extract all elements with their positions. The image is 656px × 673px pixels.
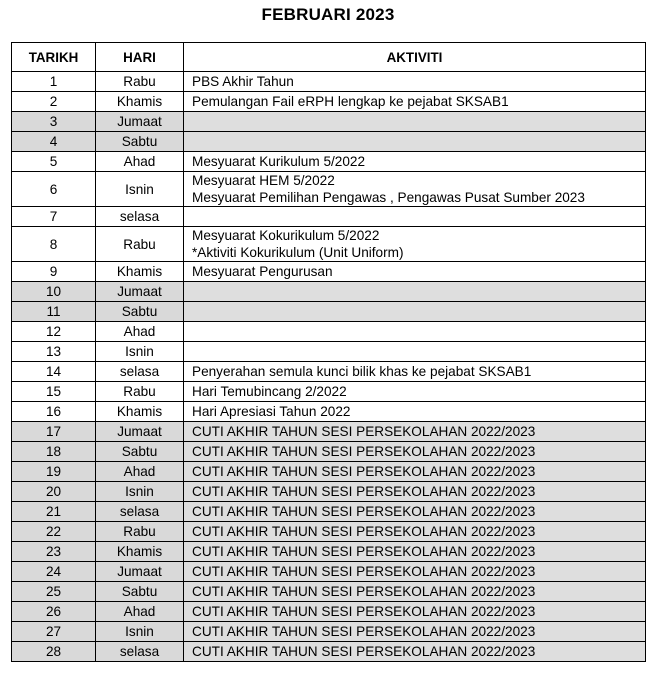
cell-tarikh: 15: [12, 382, 96, 402]
aktiviti-text: Mesyuarat Kurikulum 5/2022: [192, 154, 366, 169]
aktiviti-text: Penyerahan semula kunci bilik khas ke pejabat SKSAB1: [192, 364, 532, 379]
table-row: [12, 72, 646, 92]
cell-tarikh: 24: [12, 562, 96, 582]
cell-tarikh: 4: [12, 132, 96, 152]
aktiviti-text: *Aktiviti Kokurikulum (Unit Uniform): [192, 245, 404, 260]
cell-aktiviti: [184, 582, 646, 602]
table-row: [12, 522, 646, 542]
table-row: [12, 342, 646, 362]
cell-aktiviti: [184, 402, 646, 422]
cell-aktiviti: [184, 207, 646, 227]
cell-tarikh: 7: [12, 207, 96, 227]
header-aktiviti: AKTIVITI: [184, 43, 646, 72]
table-row: [12, 502, 646, 522]
cell-aktiviti: [184, 442, 646, 462]
aktiviti-text: Pemulangan Fail eRPH lengkap ke pejabat SKSAB1: [192, 94, 509, 109]
table-row: [12, 92, 646, 112]
table-row: [12, 602, 646, 622]
table-row: [12, 622, 646, 642]
cell-hari: Ahad: [96, 602, 184, 622]
table-row: [12, 442, 646, 462]
cell-tarikh: 9: [12, 262, 96, 282]
table-row: [12, 462, 646, 482]
cell-tarikh: 18: [12, 442, 96, 462]
cell-hari: Isnin: [96, 622, 184, 642]
table-row: [12, 152, 646, 172]
cell-tarikh: 17: [12, 422, 96, 442]
cell-tarikh: 22: [12, 522, 96, 542]
cell-hari: Jumaat: [96, 112, 184, 132]
cell-tarikh: 19: [12, 462, 96, 482]
cell-tarikh: 10: [12, 282, 96, 302]
table-row: [12, 422, 646, 442]
cell-tarikh: 2: [12, 92, 96, 112]
cell-hari: Khamis: [96, 92, 184, 112]
cell-hari: Rabu: [96, 382, 184, 402]
cell-hari: selasa: [96, 502, 184, 522]
table-row: [12, 262, 646, 282]
table-row: [12, 172, 646, 207]
cell-hari: Jumaat: [96, 422, 184, 442]
aktiviti-text: CUTI AKHIR TAHUN SESI PERSEKOLAHAN 2022/2023: [192, 484, 536, 499]
aktiviti-text: PBS Akhir Tahun: [192, 74, 294, 89]
cell-aktiviti: [184, 362, 646, 382]
table-row: [12, 322, 646, 342]
cell-hari: Khamis: [96, 262, 184, 282]
cell-tarikh: 20: [12, 482, 96, 502]
cell-aktiviti: [184, 152, 646, 172]
table-row: [12, 112, 646, 132]
cell-tarikh: 3: [12, 112, 96, 132]
cell-tarikh: 1: [12, 72, 96, 92]
cell-aktiviti: [184, 302, 646, 322]
aktiviti-text: CUTI AKHIR TAHUN SESI PERSEKOLAHAN 2022/2023: [192, 444, 536, 459]
cell-tarikh: 13: [12, 342, 96, 362]
cell-hari: selasa: [96, 642, 184, 662]
aktiviti-text: CUTI AKHIR TAHUN SESI PERSEKOLAHAN 2022/2023: [192, 524, 536, 539]
cell-hari: Ahad: [96, 322, 184, 342]
cell-tarikh: 28: [12, 642, 96, 662]
cell-tarikh: 6: [12, 172, 96, 207]
cell-aktiviti: [184, 422, 646, 442]
aktiviti-text: CUTI AKHIR TAHUN SESI PERSEKOLAHAN 2022/2023: [192, 504, 536, 519]
cell-hari: Ahad: [96, 462, 184, 482]
cell-hari: selasa: [96, 362, 184, 382]
cell-aktiviti: [184, 382, 646, 402]
cell-hari: Sabtu: [96, 442, 184, 462]
cell-tarikh: 23: [12, 542, 96, 562]
cell-aktiviti: [184, 602, 646, 622]
table-row: [12, 402, 646, 422]
cell-aktiviti: [184, 622, 646, 642]
cell-aktiviti: [184, 282, 646, 302]
aktiviti-text: CUTI AKHIR TAHUN SESI PERSEKOLAHAN 2022/2023: [192, 544, 536, 559]
cell-tarikh: 8: [12, 227, 96, 262]
aktiviti-text: CUTI AKHIR TAHUN SESI PERSEKOLAHAN 2022/2023: [192, 644, 536, 659]
table-row: [12, 542, 646, 562]
table-row: [12, 642, 646, 662]
cell-aktiviti: [184, 172, 646, 207]
aktiviti-text: Mesyuarat Kokurikulum 5/2022: [192, 228, 380, 243]
cell-hari: Isnin: [96, 172, 184, 207]
cell-aktiviti: [184, 342, 646, 362]
aktiviti-text: Mesyuarat HEM 5/2022: [192, 173, 335, 188]
aktiviti-text: Hari Apresiasi Tahun 2022: [192, 404, 351, 419]
cell-hari: Sabtu: [96, 302, 184, 322]
page-title: FEBRUARI 2023: [261, 5, 395, 24]
aktiviti-text: CUTI AKHIR TAHUN SESI PERSEKOLAHAN 2022/2023: [192, 584, 536, 599]
table-row: [12, 562, 646, 582]
table-row: [12, 582, 646, 602]
cell-tarikh: 16: [12, 402, 96, 422]
header-tarikh: TARIKH: [12, 43, 96, 72]
cell-hari: selasa: [96, 207, 184, 227]
cell-hari: Isnin: [96, 482, 184, 502]
cell-aktiviti: [184, 322, 646, 342]
cell-aktiviti: [184, 502, 646, 522]
cell-aktiviti: [184, 132, 646, 152]
table-row: [12, 362, 646, 382]
table-row: [12, 302, 646, 322]
table-row: [12, 132, 646, 152]
cell-tarikh: 25: [12, 582, 96, 602]
table-row: [12, 207, 646, 227]
cell-aktiviti: [184, 542, 646, 562]
aktiviti-text: CUTI AKHIR TAHUN SESI PERSEKOLAHAN 2022/2023: [192, 624, 536, 639]
cell-tarikh: 5: [12, 152, 96, 172]
cell-tarikh: 14: [12, 362, 96, 382]
cell-tarikh: 11: [12, 302, 96, 322]
aktiviti-text: Hari Temubincang 2/2022: [192, 384, 347, 399]
cell-tarikh: 12: [12, 322, 96, 342]
cell-hari: Ahad: [96, 152, 184, 172]
cell-aktiviti: [184, 72, 646, 92]
cell-hari: Khamis: [96, 402, 184, 422]
table-row: [12, 282, 646, 302]
cell-aktiviti: [184, 92, 646, 112]
cell-hari: Khamis: [96, 542, 184, 562]
aktiviti-text: CUTI AKHIR TAHUN SESI PERSEKOLAHAN 2022/2023: [192, 604, 536, 619]
table-body: [12, 72, 646, 662]
cell-aktiviti: [184, 482, 646, 502]
schedule-table: [11, 42, 646, 662]
cell-hari: Isnin: [96, 342, 184, 362]
cell-aktiviti: [184, 522, 646, 542]
table-row: [12, 482, 646, 502]
cell-hari: Rabu: [96, 522, 184, 542]
cell-tarikh: 21: [12, 502, 96, 522]
table-row: [12, 382, 646, 402]
header-hari: HARI: [96, 43, 184, 72]
cell-tarikh: 26: [12, 602, 96, 622]
cell-aktiviti: [184, 262, 646, 282]
cell-aktiviti: [184, 227, 646, 262]
cell-aktiviti: [184, 562, 646, 582]
table-header: [12, 43, 646, 72]
aktiviti-text: CUTI AKHIR TAHUN SESI PERSEKOLAHAN 2022/2023: [192, 564, 536, 579]
cell-aktiviti: [184, 642, 646, 662]
cell-hari: Rabu: [96, 72, 184, 92]
aktiviti-text: CUTI AKHIR TAHUN SESI PERSEKOLAHAN 2022/2023: [192, 424, 536, 439]
table-row: [12, 227, 646, 262]
cell-hari: Jumaat: [96, 562, 184, 582]
cell-hari: Sabtu: [96, 132, 184, 152]
cell-aktiviti: [184, 462, 646, 482]
cell-aktiviti: [184, 112, 646, 132]
cell-hari: Rabu: [96, 227, 184, 262]
aktiviti-text: Mesyuarat Pemilihan Pengawas , Pengawas Pusat Sumber 2023: [192, 190, 585, 205]
aktiviti-text: Mesyuarat Pengurusan: [192, 264, 333, 279]
cell-tarikh: 27: [12, 622, 96, 642]
cell-hari: Jumaat: [96, 282, 184, 302]
cell-hari: Sabtu: [96, 582, 184, 602]
aktiviti-text: CUTI AKHIR TAHUN SESI PERSEKOLAHAN 2022/2023: [192, 464, 536, 479]
